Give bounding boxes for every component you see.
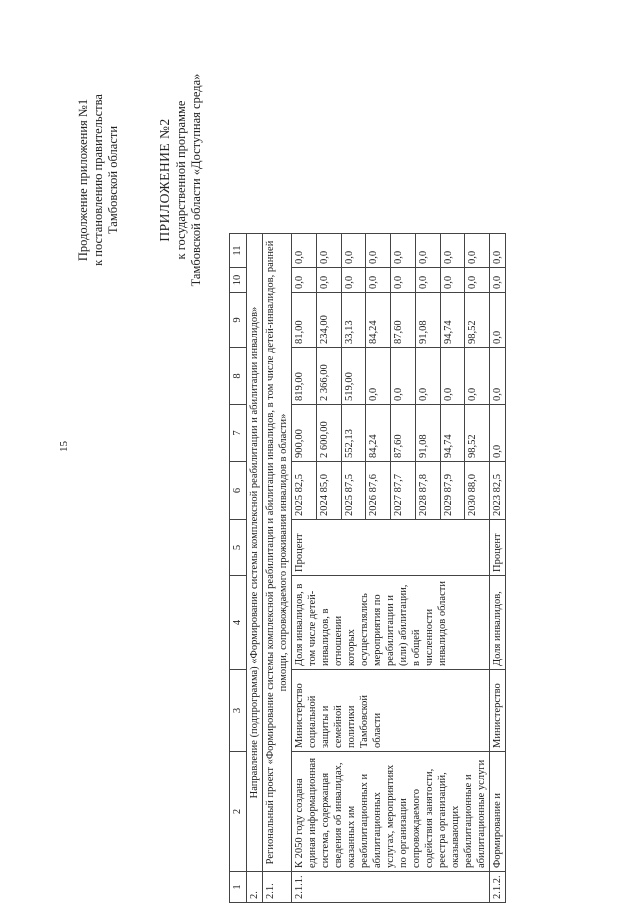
cell-col9: 98,52 bbox=[465, 293, 490, 348]
year: 2030 bbox=[467, 495, 479, 516]
indicator: Доля инвалидов, в том числе детей-инвалидов, в отношении которых осуществлялись мероприятия по реабилитации и (или) абилитации, в общей численности инвалидов области bbox=[292, 576, 490, 670]
cell-col7: 0,0 bbox=[490, 405, 506, 462]
cell-col9: 0,0 bbox=[490, 293, 506, 348]
cell-col9: 33,13 bbox=[341, 293, 366, 348]
cell-col11: 0,0 bbox=[366, 234, 391, 268]
cell-col8: 0,0 bbox=[391, 348, 416, 405]
year: 2023 bbox=[492, 495, 503, 516]
executor: Министерство социальной защиты и семейной политики Тамбовской области bbox=[292, 670, 490, 752]
column-number-row bbox=[230, 234, 247, 903]
cell-col10: 0,0 bbox=[341, 268, 366, 293]
row-number: 2.1.1. bbox=[292, 872, 490, 903]
measure-name: К 2050 году создана единая информационная система, содержащая сведения об инвалидах, оказанных им реабилитационных и абилитационных услугах, мероприятиях по организации сопровождаемого содействия занятости, реестра организаций, оказывающих реабилитационные и абилитационные услуги bbox=[292, 752, 490, 872]
year-value bbox=[490, 462, 506, 520]
col-num: 7 bbox=[230, 405, 247, 462]
year-value bbox=[465, 462, 490, 520]
program-line-1: к государственной программе bbox=[174, 100, 188, 260]
year: 2025 bbox=[343, 495, 355, 516]
cell-col10: 0,0 bbox=[415, 268, 440, 293]
cell-col9: 84,24 bbox=[366, 293, 391, 348]
cell-col10: 0,0 bbox=[490, 268, 506, 293]
indicator-value: 88,0 bbox=[467, 474, 479, 493]
year-value bbox=[440, 462, 465, 520]
indicator-value: 82,5 bbox=[294, 474, 305, 493]
unit: Процент bbox=[490, 520, 506, 576]
col-num: 6 bbox=[230, 462, 247, 520]
cell-col11: 0,0 bbox=[490, 234, 506, 268]
subsection-row bbox=[263, 234, 292, 903]
indicator-value: 87,6 bbox=[368, 474, 380, 493]
cell-col7: 552,13 bbox=[341, 405, 366, 462]
cell-col7: 2 600,00 bbox=[316, 405, 341, 462]
year: 2027 bbox=[393, 495, 404, 516]
cell-col7: 84,24 bbox=[366, 405, 391, 462]
cell-col7: 87,60 bbox=[391, 405, 416, 462]
col-num: 1 bbox=[230, 872, 247, 903]
cell-col8: 0,0 bbox=[366, 348, 391, 405]
measure-name: Формирование и bbox=[490, 752, 506, 872]
year-value bbox=[391, 462, 416, 520]
cell-col11: 0,0 bbox=[341, 234, 366, 268]
col-num: 9 bbox=[230, 293, 247, 348]
cell-col9: 91,08 bbox=[415, 293, 440, 348]
cell-col7: 98,52 bbox=[465, 405, 490, 462]
program-title: ПРИЛОЖЕНИЕ №2 bbox=[157, 118, 172, 242]
col-num: 2 bbox=[230, 752, 247, 872]
indicator-value: 87,5 bbox=[343, 474, 355, 493]
cell-col9: 94,74 bbox=[440, 293, 465, 348]
unit: Процент bbox=[292, 520, 490, 576]
cell-col11: 0,0 bbox=[415, 234, 440, 268]
cell-col10: 0,0 bbox=[440, 268, 465, 293]
table-row bbox=[292, 234, 317, 903]
col-num: 5 bbox=[230, 520, 247, 576]
col-num: 8 bbox=[230, 348, 247, 405]
cell-col8: 0,0 bbox=[440, 348, 465, 405]
year: 2024 bbox=[318, 495, 330, 516]
annex-line-2: к постановлению правительства bbox=[91, 94, 105, 266]
program-table bbox=[229, 233, 506, 903]
indicator: Доля инвалидов, bbox=[490, 576, 506, 670]
cell-col9: 87,60 bbox=[391, 293, 416, 348]
cell-col10: 0,0 bbox=[465, 268, 490, 293]
cell-col9: 234,00 bbox=[316, 293, 341, 348]
program-header bbox=[157, 15, 204, 345]
cell-col8: 519,00 bbox=[341, 348, 366, 405]
subsection-number: 2.1. bbox=[263, 872, 292, 903]
cell-col7: 900,00 bbox=[292, 405, 317, 462]
row-number: 2.1.2. bbox=[490, 872, 506, 903]
year: 2028 bbox=[417, 495, 429, 516]
year-value bbox=[341, 462, 366, 520]
cell-col11: 0,0 bbox=[391, 234, 416, 268]
indicator-value: 82,5 bbox=[492, 474, 503, 493]
program-line-2: Тамбовской области «Доступная среда» bbox=[189, 73, 203, 287]
year-value bbox=[415, 462, 440, 520]
section-title: Направление (подпрограмма) «Формирование системы комплексной реабилитации и абилитации инвалидов» bbox=[247, 234, 263, 872]
cell-col11: 0,0 bbox=[316, 234, 341, 268]
annex-header bbox=[76, 15, 121, 345]
cell-col10: 0,0 bbox=[366, 268, 391, 293]
section-row bbox=[247, 234, 263, 903]
year-value bbox=[292, 462, 317, 520]
indicator-value: 87,7 bbox=[393, 474, 404, 493]
indicator-value: 85,0 bbox=[318, 474, 330, 493]
indicator-value: 87,8 bbox=[417, 474, 429, 493]
cell-col11: 0,0 bbox=[465, 234, 490, 268]
col-num: 3 bbox=[230, 670, 247, 752]
cell-col7: 94,74 bbox=[440, 405, 465, 462]
year: 2025 bbox=[294, 495, 305, 516]
cell-col8: 2 366,00 bbox=[316, 348, 341, 405]
col-num: 10 bbox=[230, 268, 247, 293]
year: 2026 bbox=[368, 495, 380, 516]
cell-col11: 0,0 bbox=[440, 234, 465, 268]
annex-line-1: Продолжение приложения №1 bbox=[76, 98, 90, 262]
subsection-title: Региональный проект «Формирование системы комплексной реабилитации и абилитации инвалидов, в том числе детей-инвалидов, ранней помощи, сопровождаемого проживания инвалидов в области» bbox=[263, 234, 292, 872]
cell-col8: 0,0 bbox=[465, 348, 490, 405]
cell-col8: 0,0 bbox=[415, 348, 440, 405]
annex-line-3: Тамбовской области bbox=[106, 125, 120, 235]
year-value bbox=[316, 462, 341, 520]
year-value bbox=[366, 462, 391, 520]
table-row bbox=[490, 234, 506, 903]
col-num: 4 bbox=[230, 576, 247, 670]
executor: Министерство bbox=[490, 670, 506, 752]
indicator-value: 87,9 bbox=[442, 474, 454, 493]
cell-col10: 0,0 bbox=[292, 268, 317, 293]
year: 2029 bbox=[442, 495, 454, 516]
cell-col8: 819,00 bbox=[292, 348, 317, 405]
cell-col9: 81,00 bbox=[292, 293, 317, 348]
cell-col8: 0,0 bbox=[490, 348, 506, 405]
cell-col11: 0,0 bbox=[292, 234, 317, 268]
cell-col7: 91,08 bbox=[415, 405, 440, 462]
page-number: 15 bbox=[58, 441, 70, 452]
section-number: 2. bbox=[247, 872, 263, 903]
col-num: 11 bbox=[230, 234, 247, 268]
cell-col10: 0,0 bbox=[316, 268, 341, 293]
cell-col10: 0,0 bbox=[391, 268, 416, 293]
